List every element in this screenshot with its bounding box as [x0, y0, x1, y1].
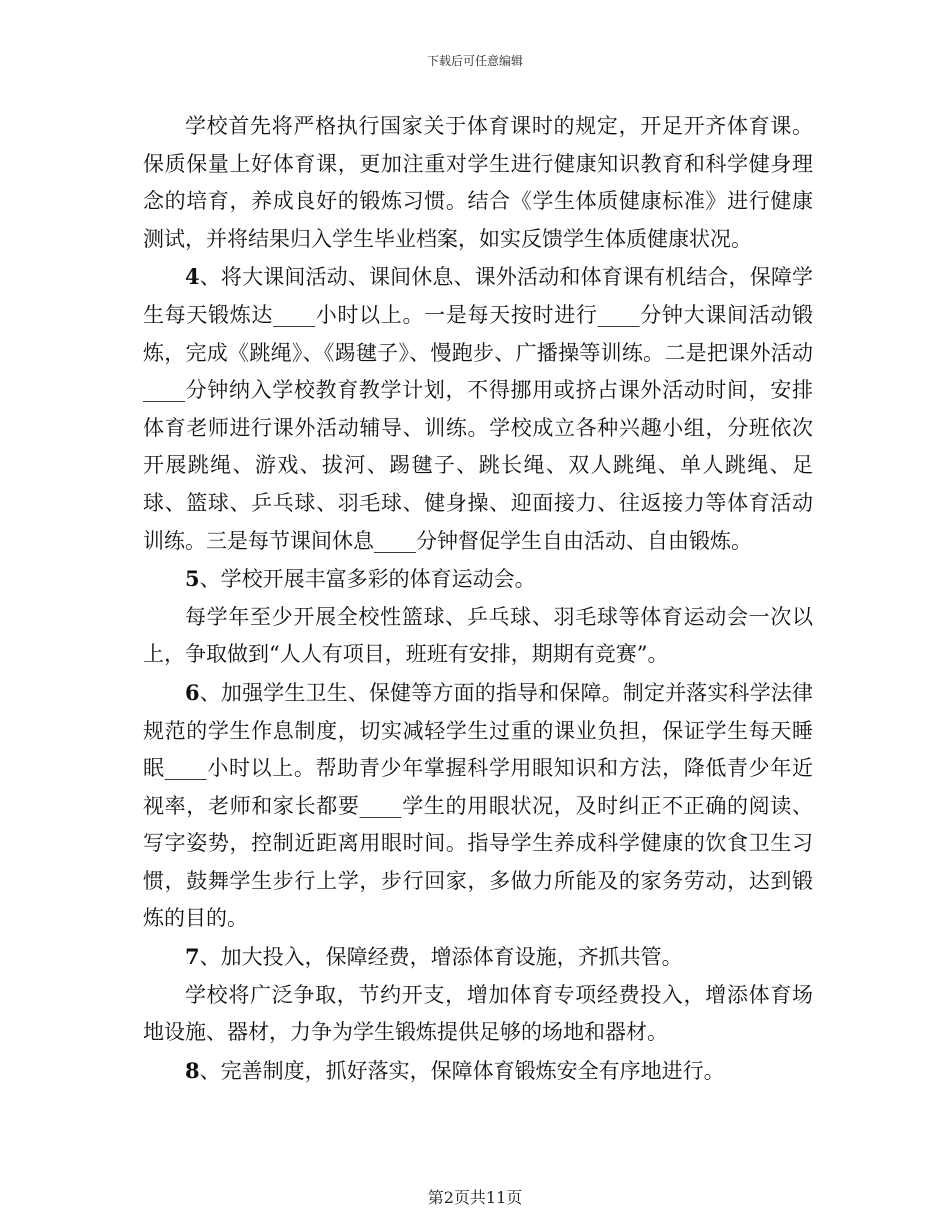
item-text: 、完善制度，抓好落实，保障体育锻炼安全有序地进行。	[199, 1058, 725, 1083]
item-text: 、学校开展丰富多彩的体育运动会。	[199, 567, 536, 592]
item-text: 、加强学生卫生、保健等方面的指导和保障。制定并落实科学法律规范的学生作息制度，切实减轻学生过重的课业负担，保证学生每天睡眠____小时以上。帮助青少年掌握科学用眼知识和方法，降低青少年近视率，老师和家长都要____学生的用眼状况，及时纠正不正确的阅读、写字姿势，控制近距离用眼时间。指导学生养成科学健康的饮食卫生习惯，鼓舞学生步行上学，步行回家，多做力所能及的家务劳动，达到锻炼的目的。	[143, 680, 813, 931]
page-header: 下载后可任意编辑	[426, 54, 523, 68]
page-number: 第2页共11页	[427, 1188, 523, 1207]
item-text: 、加大投入，保障经费，增添体育设施，齐抓共管。	[199, 945, 683, 970]
item-number: 7	[185, 944, 200, 970]
item-number: 5	[185, 566, 200, 592]
item-number: 6	[185, 679, 200, 705]
paragraph-item-5	[143, 560, 813, 599]
paragraph-item-6	[143, 674, 813, 938]
paragraph-item-8	[143, 1052, 813, 1091]
item-number: 8	[185, 1057, 200, 1083]
paragraph-item-4	[143, 258, 813, 560]
document-body	[143, 108, 813, 1090]
paragraph-school-pe-classes: 学校首先将严格执行国家关于体育课时的规定，开足开齐体育课。保质保量上好体育课，更加注重对学生进行健康知识教育和科学健身理念的培育，养成良好的锻炼习惯。结合《学生体质健康标准》进行健康测试，并将结果归入学生毕业档案，如实反馈学生体质健康状况。	[143, 114, 813, 251]
paragraph-funding: 学校将广泛争取，节约开支，增加体育专项经费投入，增添体育场地设施、器材，力争为学生锻炼提供足够的场地和器材。	[143, 982, 813, 1045]
item-text: 、将大课间活动、课间休息、课外活动和体育课有机结合，保障学生每天锻炼达____小时以上。一是每天按时进行____分钟大课间活动锻炼，完成《跳绳》、《踢毽子》、慢跑步、广播操等训练。二是把课外活动____分钟纳入学校教育教学计划，不得挪用或挤占课外活动时间，安排体育老师进行课外活动辅导、训练。学校成立各种兴趣小组，分班依次开展跳绳、游戏、拔河、踢毽子、跳长绳、双人跳绳、单人跳绳、足球、篮球、乒乓球、羽毛球、健身操、迎面接力、往返接力等体育活动训练。三是每节课间休息____分钟督促学生自由活动、自由锻炼。	[143, 265, 813, 553]
paragraph-item-7	[143, 938, 813, 977]
item-number: 4	[185, 264, 200, 290]
paragraph-sports-meet: 每学年至少开展全校性篮球、乒乓球、羽毛球等体育运动会一次以上，争取做到“人人有项目，班班有安排，期期有竞赛”。	[143, 604, 813, 667]
